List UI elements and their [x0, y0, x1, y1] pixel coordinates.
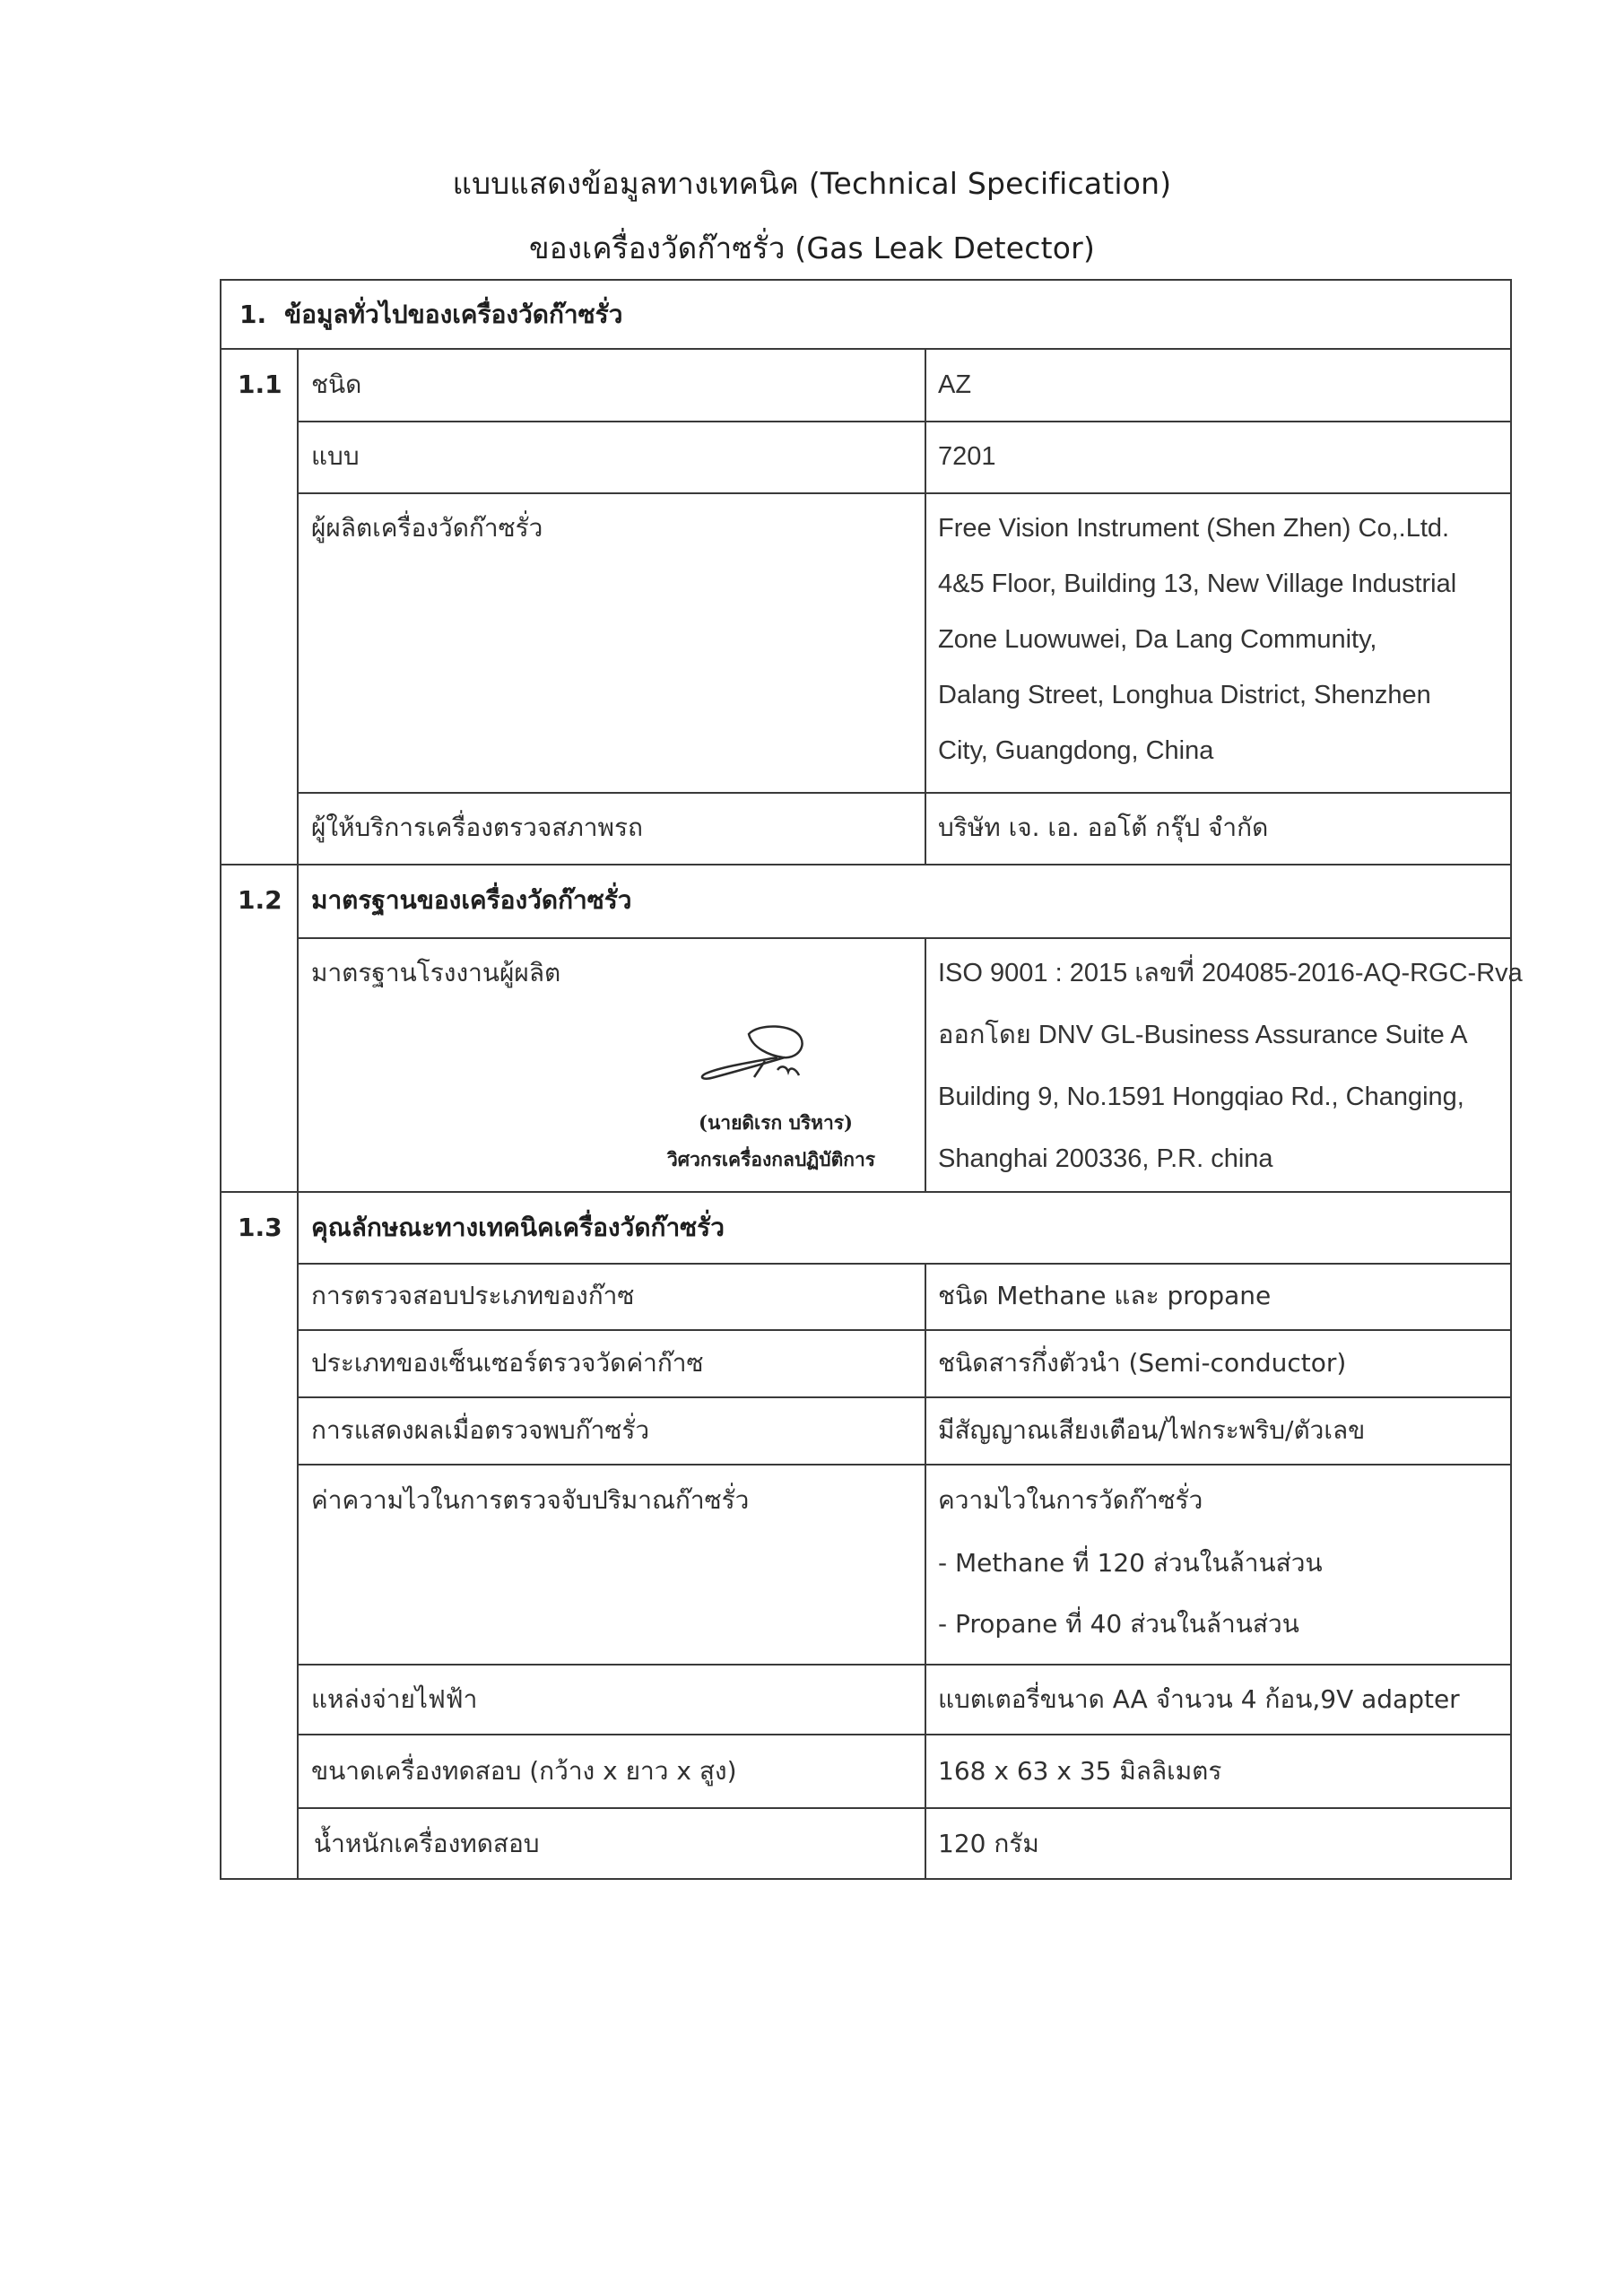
table-border-top [220, 279, 1510, 281]
manufacturer-line: 4&5 Floor, Building 13, New Village Industrial [938, 570, 1457, 598]
standard-line: ออกโดย DNV GL-Business Assurance Suite A [938, 1021, 1468, 1049]
row-value-weight: 120 กรัม [938, 1829, 1039, 1858]
manufacturer-line: Zone Luowuwei, Da Lang Community, [938, 625, 1377, 654]
standard-line: Shanghai 200336, P.R. china [938, 1144, 1273, 1173]
section-heading: ข้อมูลทั่วไปของเครื่องวัดก๊าซรั่ว [284, 300, 623, 329]
subsection-heading: คุณลักษณะทางเทคนิคเครื่องวัดก๊าซรั่ว [311, 1213, 725, 1242]
document-title: แบบแสดงข้อมูลทางเทคนิค (Technical Specification) [452, 166, 1172, 201]
row-label-display: การแสดงผลเมื่อตรวจพบก๊าซรั่ว [311, 1415, 650, 1445]
row-divider [220, 348, 1510, 350]
row-value-display: มีสัญญาณเสียงเตือน/ไฟกระพริบ/ตัวเลข [938, 1415, 1366, 1445]
table-border-left [220, 279, 221, 1878]
row-divider [297, 1396, 1510, 1398]
row-label-power-supply: แหล่งจ่ายไฟฟ้า [311, 1684, 478, 1714]
row-label-type: ชนิด [311, 370, 362, 399]
sensitivity-line: - Methane ที่ 120 ส่วนในล้านส่วน [938, 1548, 1323, 1578]
subsection-number: 1.1 [238, 370, 282, 399]
table-border-bottom [220, 1878, 1510, 1880]
document-subtitle: ของเครื่องวัดก๊าซรั่ว (Gas Leak Detector) [528, 230, 1096, 265]
table-border-right [1510, 279, 1512, 1880]
row-label-weight: น้ำหนักเครื่องทดสอบ [314, 1829, 540, 1858]
row-label-manufacturer: ผู้ผลิตเครื่องวัดก๊าซรั่ว [311, 513, 543, 543]
row-divider [297, 1464, 1510, 1465]
subsection-number: 1.3 [238, 1213, 282, 1242]
row-label-model: แบบ [311, 441, 360, 471]
row-divider [297, 1664, 1510, 1665]
number-column-divider [297, 348, 299, 1878]
row-label-factory-standard: มาตรฐานโรงงานผู้ผลิต [311, 958, 561, 987]
row-value-dimensions: 168 x 63 x 35 มิลลิเมตร [938, 1756, 1222, 1786]
row-label-gas-type: การตรวจสอบประเภทของก๊าซ [311, 1281, 635, 1310]
row-label-dimensions: ขนาดเครื่องทดสอบ (กว้าง x ยาว x สูง) [311, 1756, 737, 1786]
row-divider [297, 1734, 1510, 1735]
standard-line: ISO 9001 : 2015 เลขที่ 204085-2016-AQ-RGC-Rva [938, 959, 1523, 987]
manufacturer-line: Dalang Street, Longhua District, Shenzhen [938, 681, 1431, 709]
value-column-divider [925, 1263, 926, 1878]
row-divider [297, 421, 1510, 422]
row-divider [297, 937, 1510, 939]
row-divider [297, 492, 1510, 494]
row-label-sensor-type: ประเภทของเซ็นเซอร์ตรวจวัดค่าก๊าซ [311, 1348, 704, 1378]
section-number: 1. [239, 300, 267, 329]
sensitivity-line: ความไวในการวัดก๊าซรั่ว [938, 1485, 1203, 1515]
row-divider [220, 864, 1510, 865]
subsection-number: 1.2 [238, 885, 282, 915]
standard-line: Building 9, No.1591 Hongqiao Rd., Changing, [938, 1083, 1464, 1111]
subsection-heading: มาตรฐานของเครื่องวัดก๊าซรั่ว [311, 885, 632, 915]
spec-table [220, 279, 1523, 1878]
row-divider [220, 1191, 1510, 1193]
value-column-divider [925, 348, 926, 864]
signature-mark [695, 1022, 821, 1086]
manufacturer-line: Free Vision Instrument (Shen Zhen) Co,.Ltd. [938, 514, 1450, 543]
signatory-position: วิศวกรเครื่องกลปฏิบัติการ [666, 1148, 876, 1170]
row-value-service-provider: บริษัท เจ. เอ. ออโต้ กรุ๊ป จำกัด [938, 813, 1269, 842]
sensitivity-line: - Propane ที่ 40 ส่วนในล้านส่วน [938, 1609, 1299, 1639]
value-column-divider [925, 937, 926, 1191]
row-divider [297, 792, 1510, 794]
row-value-model: 7201 [938, 442, 996, 471]
row-value-type: AZ [938, 370, 972, 399]
row-label-service-provider: ผู้ให้บริการเครื่องตรวจสภาพรถ [311, 813, 643, 842]
row-value-sensor-type: ชนิดสารกึ่งตัวนำ (Semi-conductor) [938, 1348, 1347, 1378]
row-label-sensitivity: ค่าความไวในการตรวจจับปริมาณก๊าซรั่ว [311, 1485, 750, 1515]
row-value-power-supply: แบตเตอรี่ขนาด AA จำนวน 4 ก้อน,9V adapter [938, 1684, 1460, 1714]
manufacturer-line: City, Guangdong, China [938, 736, 1214, 765]
row-divider [297, 1807, 1510, 1809]
row-divider [297, 1263, 1510, 1265]
signatory-name: (นายดิเรก บริหาร) [699, 1111, 853, 1134]
row-value-gas-type: ชนิด Methane และ propane [938, 1281, 1272, 1310]
row-divider [297, 1329, 1510, 1331]
